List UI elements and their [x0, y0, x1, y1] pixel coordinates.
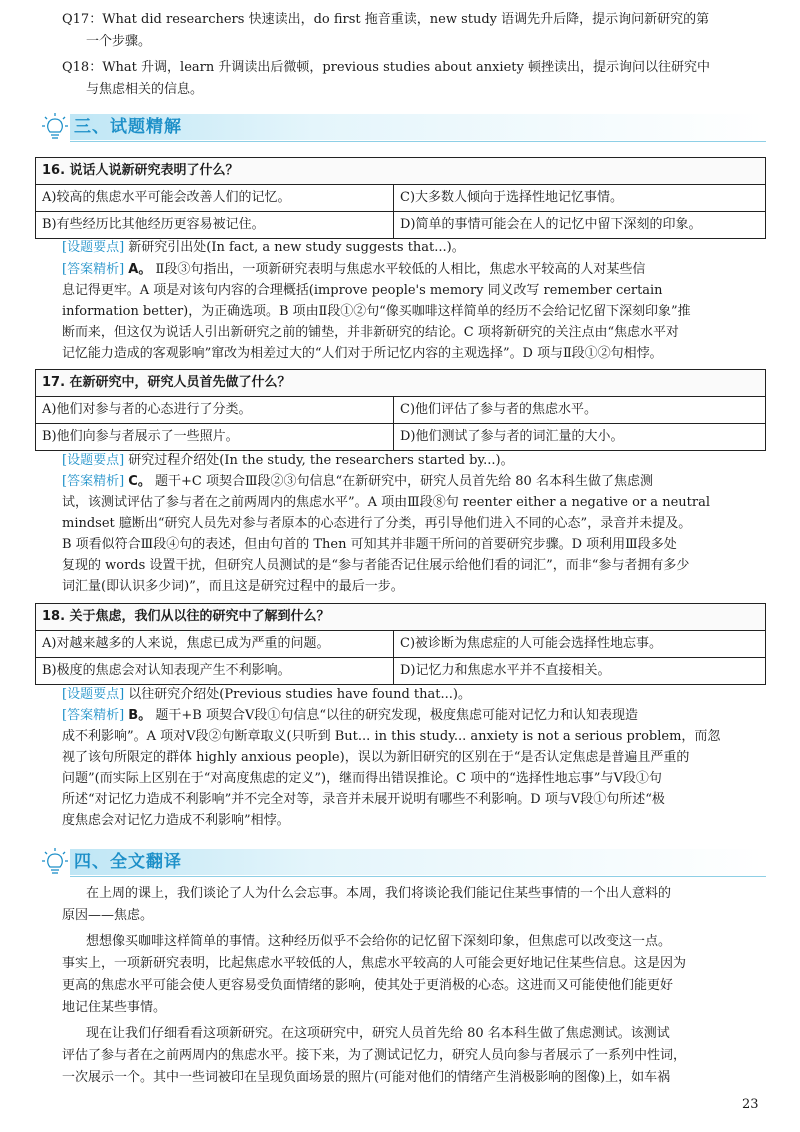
question-16-table	[35, 157, 766, 239]
option-17-c: C)他们评估了参与者的焦虑水平。	[394, 397, 766, 424]
answer-16-line3: information better)，为正确选项。B 项由Ⅱ段①②句“像买咖啡这样简单的经历不会给记忆留下深刻印象”推	[62, 304, 691, 319]
point-tag: [设题要点]	[62, 687, 125, 702]
section-header-analysis	[40, 114, 766, 140]
point-text: 研究过程介绍处(In the study, the researchers started by...)。	[128, 453, 514, 468]
answer-text: 题干+C 项契合Ⅲ段②③句信息“在新研究中，研究人员首先给 80 名本科生做了焦虑测	[154, 474, 653, 489]
page-number: 23	[742, 1097, 759, 1112]
answer-16-line5: 记忆能力造成的客观影响”窜改为相差过大的“人们对于所记忆内容的主观选择”。D 项与Ⅱ段①②句相悖。	[62, 346, 663, 361]
answer-17-line6: 词汇量(即认识多少词)”，而且这是研究过程中的最后一步。	[62, 579, 404, 594]
option-16-c: C)大多数人倾向于选择性地记忆事情。	[394, 185, 766, 212]
question-18-table	[35, 603, 766, 685]
answer-18-line6: 度焦虑会对记忆力造成不利影响”相悖。	[62, 813, 290, 828]
lightbulb-icon	[42, 847, 68, 877]
note-q18-line2: 与焦虑相关的信息。	[86, 82, 204, 97]
option-16-d: D)简单的事情可能会在人的记忆中留下深刻的印象。	[394, 212, 766, 239]
translation-line6: 地记住某些事情。	[62, 1000, 167, 1015]
option-17-d: D)他们测试了参与者的词汇量的大小。	[394, 424, 766, 451]
translation-line9: 一次展示一个。其中一些词被印在呈现负面场景的照片(可能对他们的情绪产生消极影响的图像)上，如车祸	[62, 1070, 671, 1085]
answer-letter: B。	[128, 708, 152, 723]
option-18-a: A)对越来越多的人来说，焦虑已成为严重的问题。	[36, 631, 394, 658]
question-16-stem: 16. 说话人说新研究表明了什么？	[36, 158, 766, 185]
point-18	[62, 685, 471, 705]
option-17-a: A)他们对参与者的心态进行了分类。	[36, 397, 394, 424]
answer-18-line2: 成不利影响”。A 项对Ⅴ段②句断章取义(只听到 But... in this study... anxiety is not a serious problem，而忽	[62, 729, 721, 744]
point-16	[62, 238, 465, 258]
translation-line3: 想想像买咖啡这样简单的事情。这种经历似乎不会给你的记忆留下深刻印象，但焦虑可以改变这一点。	[86, 934, 672, 949]
note-q18-line1: Q18：What 升调，learn 升调读出后微顿，previous studies about anxiety 顿挫读出，提示询问以往研究中	[62, 60, 710, 75]
answer-letter: A。	[128, 262, 152, 277]
point-tag: [设题要点]	[62, 453, 125, 468]
answer-text: Ⅱ段③句指出，一项新研究表明与焦虑水平较低的人相比，焦虑水平较高的人对某些信	[155, 262, 646, 277]
section-header-translation	[40, 849, 766, 875]
section-title-analysis: 三、试题精解	[74, 117, 182, 137]
question-17-table	[35, 369, 766, 451]
answer-18-line5: 所述“对记忆力造成不利影响”并不完全对等，录音并未展开说明有哪些不利影响。D 项与Ⅴ段①句所述“极	[62, 792, 665, 807]
translation-line7: 现在让我们仔细看看这项新研究。在这项研究中，研究人员首先给 80 名本科生做了焦虑测试。该测试	[86, 1026, 670, 1041]
answer-tag: [答案精析]	[62, 474, 125, 489]
answer-16-line1	[62, 260, 645, 280]
translation-line1: 在上周的课上，我们谈论了人为什么会忘事。本周，我们将谈论我们能记住某些事情的一个出人意料的	[86, 886, 672, 901]
option-16-b: B)有些经历比其他经历更容易被记住。	[36, 212, 394, 239]
answer-tag: [答案精析]	[62, 708, 125, 723]
answer-16-line2: 息记得更牢。A 项是对该句内容的合理概括(improve people's memory 同义改写 remember certain	[62, 283, 663, 298]
translation-line4: 事实上，一项新研究表明，比起焦虑水平较低的人，焦虑水平较高的人可能会更好地记住某些信息。这是因为	[62, 956, 687, 971]
point-text: 以往研究介绍处(Previous studies have found that...)。	[128, 687, 471, 702]
answer-18-line4: 问题”(而实际上区别在于“对高度焦虑的定义”)，继而得出错误推论。C 项中的“选择性地忘事”与Ⅴ段①句	[62, 771, 662, 786]
option-18-b: B)极度的焦虑会对认知表现产生不利影响。	[36, 658, 394, 685]
answer-tag: [答案精析]	[62, 262, 125, 277]
translation-line8: 评估了参与者在之前两周内的焦虑水平。接下来，为了测试记忆力，研究人员向参与者展示了一系列中性词，	[62, 1048, 687, 1063]
question-18-stem: 18. 关于焦虑，我们从以往的研究中了解到什么？	[36, 604, 766, 631]
answer-17-line1	[62, 472, 653, 492]
note-q17-line1: Q17：What did researchers 快速读出，do first 拖音重读，new study 语调先升后降，提示询问新研究的第	[62, 12, 710, 27]
question-17-stem: 17. 在新研究中，研究人员首先做了什么？	[36, 370, 766, 397]
point-text: 新研究引出处(In fact, a new study suggests that...)。	[128, 240, 465, 255]
answer-18-line3: 视了该句所限定的群体 highly anxious people)，误以为新旧研究的区别在于“是否认定焦虑是普遍且严重的	[62, 750, 690, 765]
answer-17-line3: mindset 臆断出“研究人员先对参与者原本的心态进行了分类，再引导他们进入不同的心态”，录音并未提及。	[62, 516, 692, 531]
option-18-d: D)记忆力和焦虑水平并不直接相关。	[394, 658, 766, 685]
point-17	[62, 451, 514, 471]
answer-text: 题干+B 项契合Ⅴ段①句信息“以往的研究发现，极度焦虑可能对记忆力和认知表现造	[155, 708, 638, 723]
answer-18-line1	[62, 706, 638, 726]
answer-17-line2: 试，该测试评估了参与者在之前两周内的焦虑水平”。A 项由Ⅲ段⑧句 reenter either a negative or a neutral	[62, 495, 710, 510]
translation-line5: 更高的焦虑水平可能会使人更容易受负面情绪的影响，使其处于更消极的心态。这进而又可能使他们能更好	[62, 978, 674, 993]
answer-16-line4: 断而来，但这仅为说话人引出新研究之前的铺垫，并非新研究的结论。C 项将新研究的关注点由“焦虑水平对	[62, 325, 679, 340]
answer-letter: C。	[128, 474, 151, 489]
answer-17-line4: B 项看似符合Ⅲ段④句的表述，但由句首的 Then 可知其并非题干所问的首要研究步骤。D 项利用Ⅲ段多处	[62, 537, 677, 552]
translation-line2: 原因——焦虑。	[62, 908, 154, 923]
point-tag: [设题要点]	[62, 240, 125, 255]
option-16-a: A)较高的焦虑水平可能会改善人们的记忆。	[36, 185, 394, 212]
section-title-translation: 四、全文翻译	[74, 852, 182, 872]
note-q17-line2: 一个步骤。	[86, 34, 152, 49]
lightbulb-icon	[42, 112, 68, 142]
answer-17-line5: 复现的 words 设置干扰，但研究人员测试的是“参与者能否记住展示给他们看的词汇”，而非“参与者拥有多少	[62, 558, 690, 573]
option-17-b: B)他们向参与者展示了一些照片。	[36, 424, 394, 451]
option-18-c: C)被诊断为焦虑症的人可能会选择性地忘事。	[394, 631, 766, 658]
